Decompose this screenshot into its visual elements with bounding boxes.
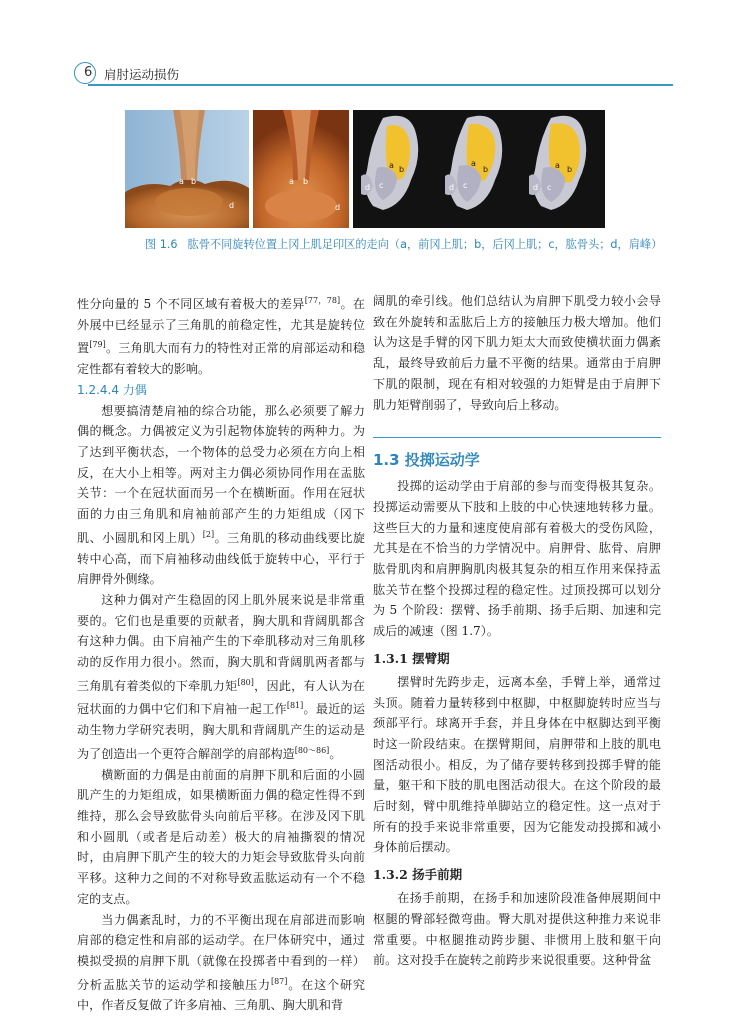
label-a-1: a xyxy=(179,177,184,186)
paragraph: 性分向量的 5 个不同区域有着极大的差异[77，78]。在外展中已经显示了三角肌的前稳定性，尤其是旋转位置[79]。三角肌大而有力的特性对正常的肩部运动和稳定性都有着较大的影响。 xyxy=(77,296,365,377)
label-d-1: d xyxy=(229,201,235,210)
paragraph: 这种力偶对产生稳固的冈上肌外展来说是非常重要的。它们也是重要的贡献者，胸大肌和背阔肌都含有这种力偶。由下肩袖产生的下牵肌移动对三角肌移动的反作用力很小。然而，胸大肌和背阔肌两者都与三角肌有着类似的下牵肌力矩[80]，因此，有人认为在冠状面的力偶中它们和下肩袖一起工作[81]。最近的运动生物力学研究表明，胸大肌和背阔肌产生的运动是为了创造出一个更符合解剖学的肩部构造[80～86]。 xyxy=(77,592,365,761)
subsection-heading-1-3-2: 1.3.2 扬手前期 xyxy=(373,867,463,883)
page-number: 6 xyxy=(84,65,93,80)
paragraph: 在扬手前期，在扬手和加速阶段准备伸展期间中枢腿的臀部轻微弯曲。臀大肌对提供这种推力来说非常重要。中枢腿推动跨步腿、非惯用上肢和躯干向前。这对投手在旋转之前跨步来说很重要。这种骨盆 xyxy=(373,891,661,968)
render1-label-b: b xyxy=(399,165,405,174)
render3-label-b: b xyxy=(567,165,573,174)
label-b-2: b xyxy=(303,177,309,186)
label-d-2: d xyxy=(335,203,341,212)
render1-label-a: a xyxy=(389,161,394,170)
render3-label-a: a xyxy=(555,161,560,170)
photo-1 xyxy=(125,110,249,228)
render2-label-d: d xyxy=(449,183,455,192)
book-title: 肩肘运动损伤 xyxy=(104,67,180,82)
paragraph: 横断面的力偶是由前面的肩胛下肌和后面的小圆肌产生的力矩组成，如果横断面力偶的稳定性得不到维持，那么会导致肱骨头向前后平移。在涉及冈下肌和小圆肌（或者是后动差）极大的肩袖撕裂的情况时，由肩胛下肌产生的较大的力矩会导致肱骨头向前平移。这种力之间的不对称导致盂肱运动有一个不稳定的支点。 xyxy=(77,767,365,906)
render2-label-b: b xyxy=(483,165,489,174)
render1-label-c: c xyxy=(379,181,384,190)
paragraph: 当力偶紊乱时，力的不平衡出现在肩部进而影响肩部的稳定性和肩部的运动学。在尸体研究中，通过模拟受损的肩胛下肌（就像在投掷者中看到的一样）分析盂肱关节的运动学和接触压力[87]。在这个研究中，作者反复做了许多肩袖、三角肌、胸大肌和背 xyxy=(77,912,365,1013)
render3-label-d: d xyxy=(533,183,539,192)
subsection-heading-1-3-1: 1.3.1 摆臂期 xyxy=(373,650,450,666)
render2-label-c: c xyxy=(463,181,468,190)
subsection-heading-1-2-4-4: 1.2.4.4 力偶 xyxy=(77,382,147,397)
render1-label-d: d xyxy=(365,183,371,192)
running-header xyxy=(78,62,673,86)
figure-caption-text: 肱骨不同旋转位置上冈上肌足印区的走向（a，前冈上肌；b，后冈上肌；c，肱骨头；d，肩峰） xyxy=(187,238,663,251)
paragraph: 摆臂时先跨步走，远离本垒，手臂上举，通常过头顶。随着力量转移到中枢脚，中枢脚旋转时应当与颈部平行。球离开手套，并且身体在中枢脚达到平衡时这一阶段结束。在摆臂期间，肩胛带和上肢的肌电图活动很小。相反，为了储存要转移到投掷手臂的能量，躯干和下肢的肌电图活动很大。在这个阶段的最后时刻，臂中肌维持单脚站立的稳定性。这一点对于所有的投手来说非常重要，因为它能发动投掷和减小身体前后摆动。 xyxy=(373,674,661,855)
render-panel xyxy=(353,110,605,228)
photo-2 xyxy=(253,110,349,228)
figure-number: 图 1.6 xyxy=(145,238,178,251)
label-b-1: b xyxy=(191,177,197,186)
render3-label-c: c xyxy=(547,183,552,192)
paragraph: 阔肌的牵引线。他们总结认为肩胛下肌受力较小会导致在外旋转和盂肱后上方的接触压力极大增加。他们认为这是手臂的冈下肌力矩太大而致使横状面力偶紊乱，最终导致前后力量不平衡的结果。通常由于肩胛下肌的限制，现在有相对较强的力矩臂是由于肩胛下肌力矩臂削弱了，导致向后上移动。 xyxy=(373,294,661,412)
figure-1-6 xyxy=(125,110,605,228)
header-rule xyxy=(88,84,673,86)
paragraph: 投掷的运动学由于肩部的参与而变得极其复杂。投掷运动需要从下肢和上肢的中心快速地转移力量。这些巨大的力量和速度使肩部有着极大的受伤风险，尤其是在不恰当的力学情况中。肩胛骨、肱骨、肩胛肱骨肌肉和肩胛胸肌肉极其复杂的相互作用来保持盂肱关节在整个投掷过程的稳定性。过顶投掷可以划分为 5 个阶段：摆臂、扬手前期、扬手后期、加速和完成后的减速（图 1.7）。 xyxy=(373,479,661,639)
left-column xyxy=(77,291,365,1016)
label-a-2: a xyxy=(289,177,294,186)
section-rule xyxy=(373,437,661,438)
right-column xyxy=(373,291,661,971)
section-heading-1-3: 1.3 投掷运动学 xyxy=(373,451,480,470)
render2-label-a: a xyxy=(471,159,476,168)
figure-caption xyxy=(145,236,663,252)
paragraph: 想要搞清楚肩袖的综合功能，那么必须要了解力偶的概念。力偶被定义为引起物体旋转的两种力。为了达到平衡状态，一个物体的总受力必须在方向上相反，在大小上相等。两对主力偶必须协同作用在盂肱关节：一个在冠状面而另一个在横断面。作用在冠状面的力由三角肌和肩袖前部产生的力矩组成（冈下肌、小圆肌和冈上肌）[2]。三角肌的移动曲线要比旋转中心高，而下肩袖移动曲线低于旋转中心，平行于肩胛骨外侧缘。 xyxy=(77,403,365,587)
